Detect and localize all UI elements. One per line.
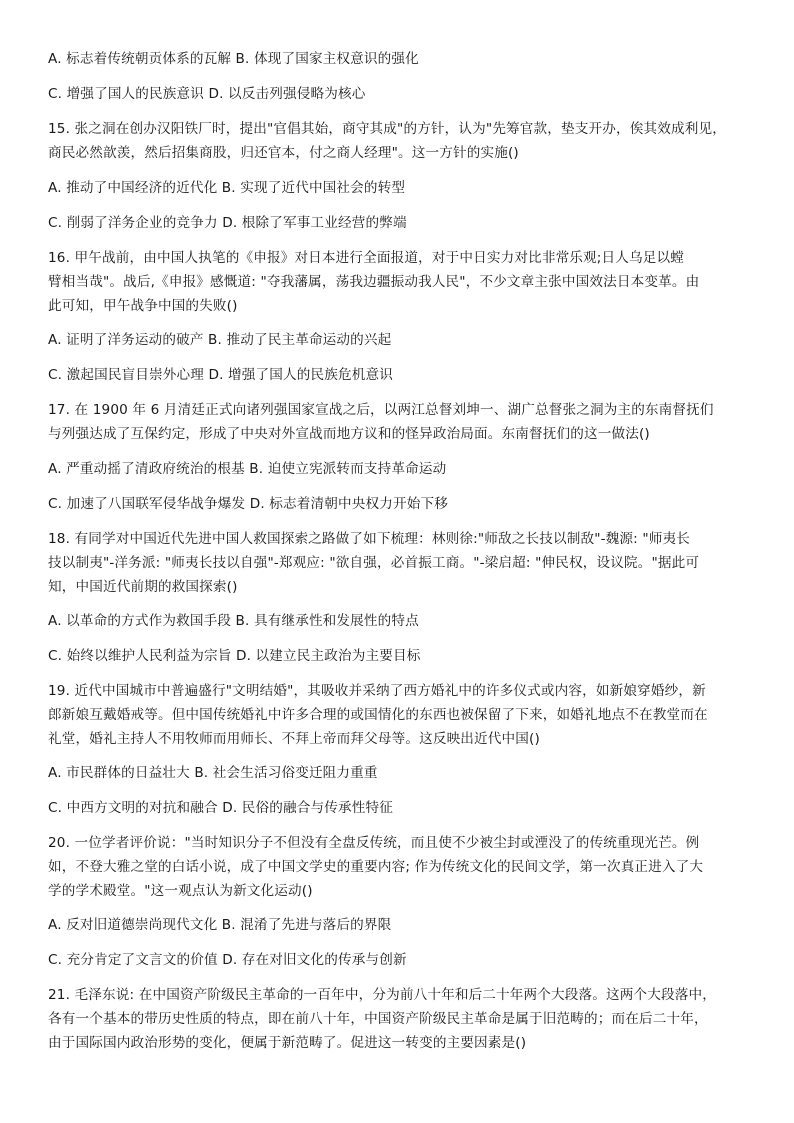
option-line: A. 市民群体的日益壮大 B. 社会生活习俗变迁阻力重重 — [48, 765, 378, 781]
option-line: C. 增强了国人的民族意识 D. 以反击列强侵略为核心 — [48, 86, 366, 102]
option-line: A. 证明了洋务运动的破产 B. 推动了民主革命运动的兴起 — [48, 332, 392, 348]
question-line: 19. 近代中国城市中普遍盛行"文明结婚"，其吸收并采纳了西方婚礼中的许多仪式或内容，如新娘穿婚纱，新 — [48, 683, 706, 699]
question-line: 17. 在 1900 年 6 月清廷正式向诸列强国家宣战之后，以两江总督刘坤一、湖广总督张之洞为主的东南督抚们 — [48, 402, 714, 418]
question-line: 由于国际国内政治形势的变化，便属于新范畴了。促进这一转变的主要因素是() — [48, 1035, 527, 1051]
option-line: A. 严重动摇了清政府统治的根基 B. 迫使立宪派转而支持革命运动 — [48, 461, 447, 477]
question-line: 知，中国近代前期的救国探索() — [48, 579, 238, 595]
question-line: 礼堂，婚礼主持人不用牧师而用师长、不拜上帝而拜父母等。这反映出近代中国() — [48, 731, 540, 747]
question-line: 18. 有同学对中国近代先进中国人救国探索之路做了如下梳理：林则徐:"师敌之长技以制敌"-魏源: "师夷长 — [48, 531, 690, 547]
option-line: C. 激起国民盲目崇外心理 D. 增强了国人的民族危机意识 — [48, 367, 393, 383]
question-line: 技以制夷"-洋务派: "师夷长技以自强"-郑观应: "欲自强，必首振工商。"-梁启超: "伸民权，设议院。"据此可 — [48, 555, 700, 571]
option-line: C. 加速了八国联军侵华战争爆发 D. 标志着清朝中央权力开始下移 — [48, 496, 448, 512]
option-line: C. 削弱了洋务企业的竞争力 D. 根除了军事工业经营的弊端 — [48, 215, 407, 231]
question-line: 16. 甲午战前，由中国人执笔的《申报》对日本进行全面报道，对于中日实力对比非常乐观;日人乌足以螳 — [48, 250, 684, 266]
question-line: 如，不登大雅之堂的白话小说，成了中国文学史的重要内容; 作为传统文化的民间文学，第一次真正进入了大 — [48, 859, 704, 875]
option-line: A. 以革命的方式作为救国手段 B. 具有继承性和发展性的特点 — [48, 613, 419, 629]
option-line: A. 推动了中国经济的近代化 B. 实现了近代中国社会的转型 — [48, 180, 406, 196]
question-line: 各有一个基本的带历史性质的特点，即在前八十年，中国资产阶级民主革命是属于旧范畴的；而在后二十年， — [48, 1011, 708, 1027]
option-line: C. 充分肯定了文言文的价值 D. 存在对旧文化的传承与创新 — [48, 952, 407, 968]
option-line: A. 反对旧道德崇尚现代文化 B. 混淆了先进与落后的界限 — [48, 917, 392, 933]
question-line: 商民必然歆羡，然后招集商股，归还官本，付之商人经理"。这一方针的实施() — [48, 145, 519, 161]
question-line: 郎新娘互戴婚戒等。但中国传统婚礼中许多合理的或国情化的东西也被保留了下来，如婚礼地点不在教堂而在 — [48, 707, 708, 723]
question-line: 此可知，甲午战争中国的失败() — [48, 298, 238, 314]
option-line: C. 始终以维护人民利益为宗旨 D. 以建立民主政治为主要目标 — [48, 648, 421, 664]
question-line: 臂相当哉"。战后,《申报》感慨道: "夺我藩属，荡我边疆振动我人民"，不少文章主张中国效法日本变革。由 — [48, 274, 700, 290]
question-line: 20. 一位学者评价说："当时知识分子不但没有全盘反传统，而且使不少被尘封或湮没了的传统重现光芒。例 — [48, 835, 700, 851]
question-line: 与列强达成了互保约定，形成了中央对外宣战而地方议和的怪异政治局面。东南督抚们的这一做法() — [48, 426, 650, 442]
question-line: 21. 毛泽东说: 在中国资产阶级民主革命的一百年中，分为前八十年和后二十年两个大段落。这两个大段落中， — [48, 987, 716, 1003]
question-line: 学的学术殿堂。"这一观点认为新文化运动() — [48, 883, 313, 899]
question-line: 15. 张之洞在创办汉阳铁厂时，提出"官倡其始，商守其成"的方针，认为"先筹官款，垫支开办，俟其效成利见， — [48, 121, 726, 137]
option-line: C. 中西方文明的对抗和融合 D. 民俗的融合与传承性特征 — [48, 800, 393, 816]
option-line: A. 标志着传统朝贡体系的瓦解 B. 体现了国家主权意识的强化 — [48, 51, 419, 67]
